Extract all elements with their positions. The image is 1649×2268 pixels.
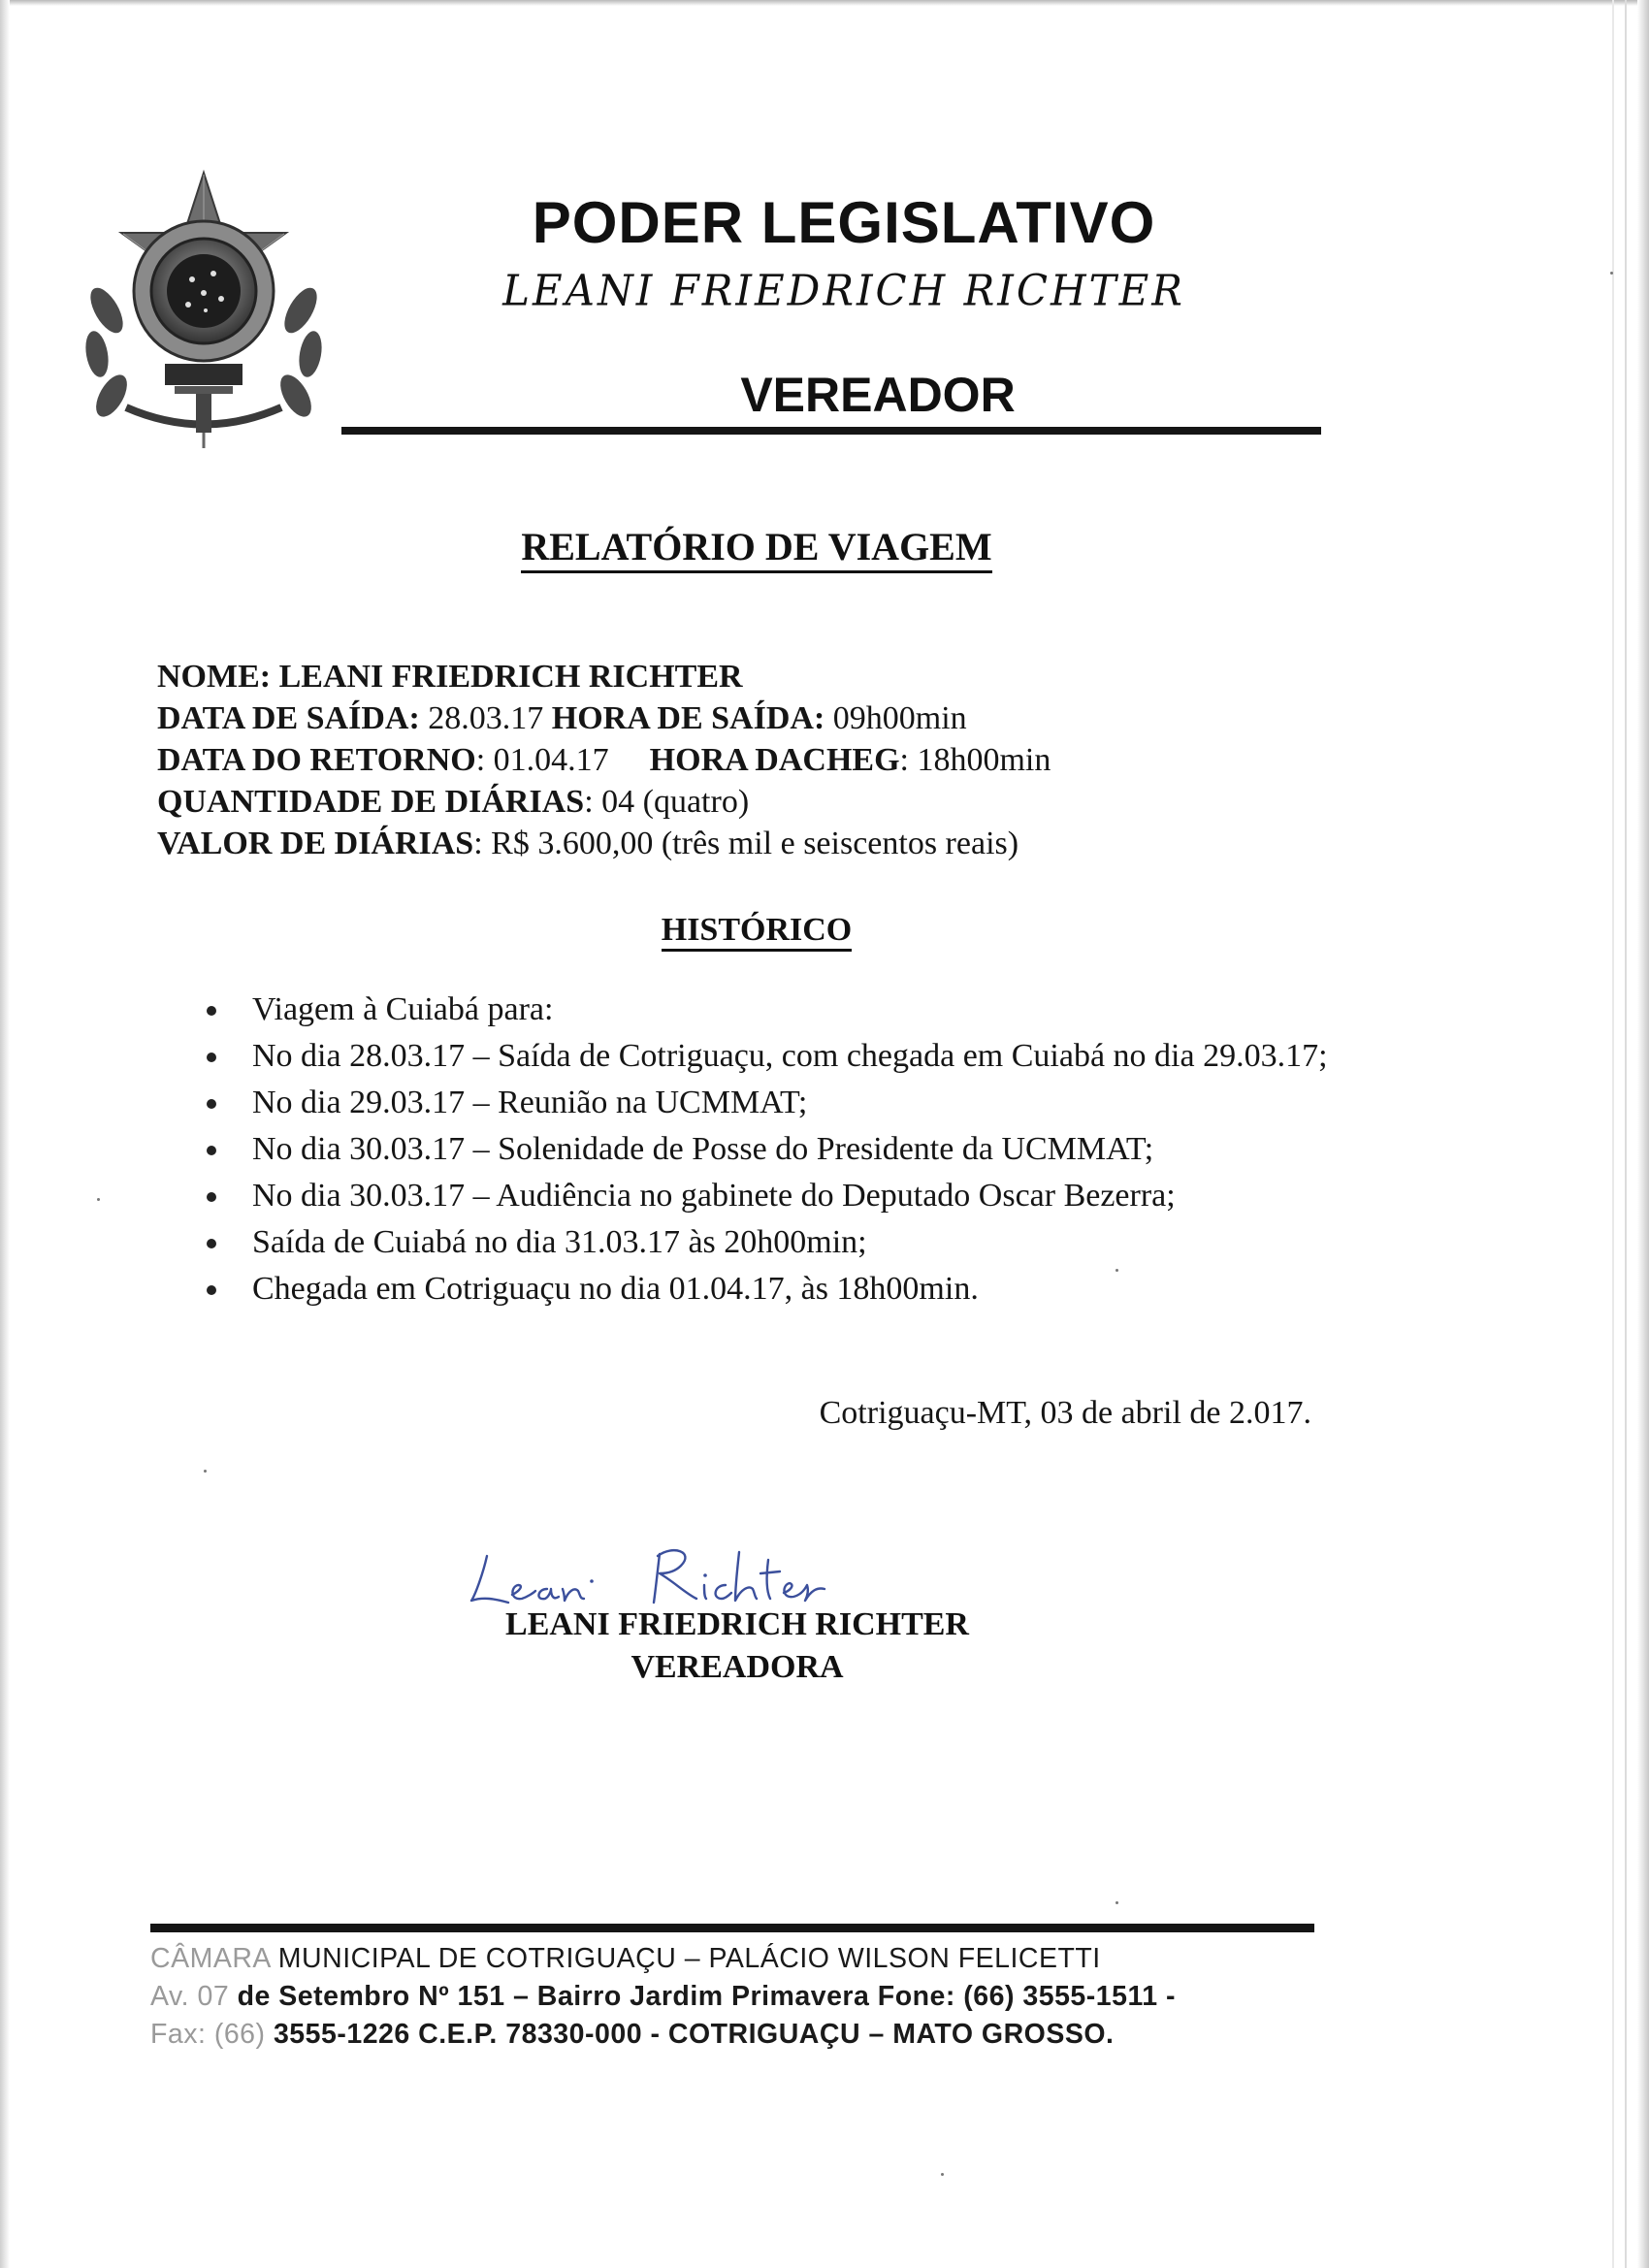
scan-speck <box>1116 1269 1118 1272</box>
scan-speck <box>1610 272 1613 275</box>
info-row-retorno <box>157 739 1370 781</box>
footer-line-1-text: MUNICIPAL DE COTRIGUAÇU – PALÁCIO WILSON FELICETTI <box>270 1943 1101 1974</box>
historico-title-text: HISTÓRICO <box>662 912 853 952</box>
list-item: No dia 28.03.17 – Saída de Cotriguaçu, com chegada em Cuiabá no dia 29.03.17; <box>199 1036 1343 1077</box>
footer-rule <box>150 1924 1314 1932</box>
valor-diarias-value: : R$ 3.600,00 (três mil e seiscentos reais) <box>473 826 1019 861</box>
list-item: No dia 30.03.17 – Solenidade de Posse do Presidente da UCMMAT; <box>199 1129 1343 1170</box>
scan-speck <box>204 1470 207 1473</box>
data-saida-value: 28.03.17 <box>428 700 544 736</box>
signatory-role: VEREADORA <box>630 1649 844 1685</box>
hora-cheg-value: : 18h00min <box>899 742 1051 778</box>
info-row-saida <box>157 697 1370 739</box>
info-row-qtd-diarias <box>157 781 1370 823</box>
footer-line-3-faded: Fax: (66) <box>150 2019 266 2050</box>
travel-info <box>157 656 1370 864</box>
footer-line-3-text: 3555-1226 C.E.P. 78330-000 - COTRIGUAÇU – MATO GROSSO. <box>265 2019 1115 2050</box>
scan-top-edge <box>0 0 1649 6</box>
coat-of-arms-icon <box>68 165 340 456</box>
hora-cheg-label: HORA DACHEG <box>649 742 900 778</box>
data-retorno-label: DATA DO RETORNO <box>157 742 476 778</box>
header-role: VEREADOR <box>740 368 1016 422</box>
data-saida-label: DATA DE SAÍDA: <box>157 700 420 736</box>
footer-line-2-text: de Setembro Nº 151 – Bairro Jardim Primavera Fone: (66) 3555-1511 - <box>229 1981 1177 2012</box>
footer-line-2 <box>150 1978 1324 2016</box>
place-date: Cotriguaçu-MT, 03 de abril de 2.017. <box>819 1395 1311 1431</box>
qtd-diarias-value: : 04 (quatro) <box>584 784 750 820</box>
signatory-name: LEANI FRIEDRICH RICHTER <box>505 1606 969 1642</box>
scan-speck <box>97 1198 100 1201</box>
scan-stripe <box>1612 0 1614 2268</box>
footer-line-1-faded: CÂMARA <box>150 1943 271 1974</box>
footer-address <box>150 1940 1324 2054</box>
scan-speck <box>941 2173 944 2176</box>
historico-list <box>199 989 1343 1315</box>
scan-stripe <box>1625 0 1627 2268</box>
list-item: No dia 30.03.17 – Audiência no gabinete do Deputado Oscar Bezerra; <box>199 1176 1343 1216</box>
report-title <box>291 524 1222 569</box>
scan-left-edge <box>0 0 10 2268</box>
scan-speck <box>1116 1901 1118 1904</box>
data-retorno-value: : 01.04.17 <box>475 742 609 778</box>
hora-saida-value: 09h00min <box>832 700 967 736</box>
footer-line-2-faded: Av. 07 <box>150 1981 230 2012</box>
handwritten-signature <box>466 1535 834 1612</box>
info-row-nome <box>157 656 1370 697</box>
list-item: No dia 29.03.17 – Reunião na UCMMAT; <box>199 1083 1343 1123</box>
valor-diarias-label: VALOR DE DIÁRIAS <box>157 826 474 861</box>
qtd-diarias-label: QUANTIDADE DE DIÁRIAS <box>157 784 585 820</box>
list-item: Saída de Cuiabá no dia 31.03.17 às 20h00min; <box>199 1222 1343 1263</box>
nome-label: NOME: LEANI FRIEDRICH RICHTER <box>157 659 743 695</box>
scan-right-edge <box>1637 0 1649 2268</box>
header-rule <box>341 427 1321 435</box>
page-title: PODER LEGISLATIVO <box>532 190 1156 255</box>
header-subtitle: LEANI FRIEDRICH RICHTER <box>502 265 1185 316</box>
footer-line-3 <box>150 2016 1324 2054</box>
list-item: Chegada em Cotriguaçu no dia 01.04.17, às 18h00min. <box>199 1269 1343 1310</box>
footer-line-1 <box>150 1940 1324 1978</box>
hora-saida-label: HORA DE SAÍDA: <box>551 700 825 736</box>
historico-title <box>291 912 1222 949</box>
list-item: Viagem à Cuiabá para: <box>199 989 1343 1030</box>
report-title-text: RELATÓRIO DE VIAGEM <box>521 525 991 573</box>
info-row-valor-diarias <box>157 823 1370 864</box>
